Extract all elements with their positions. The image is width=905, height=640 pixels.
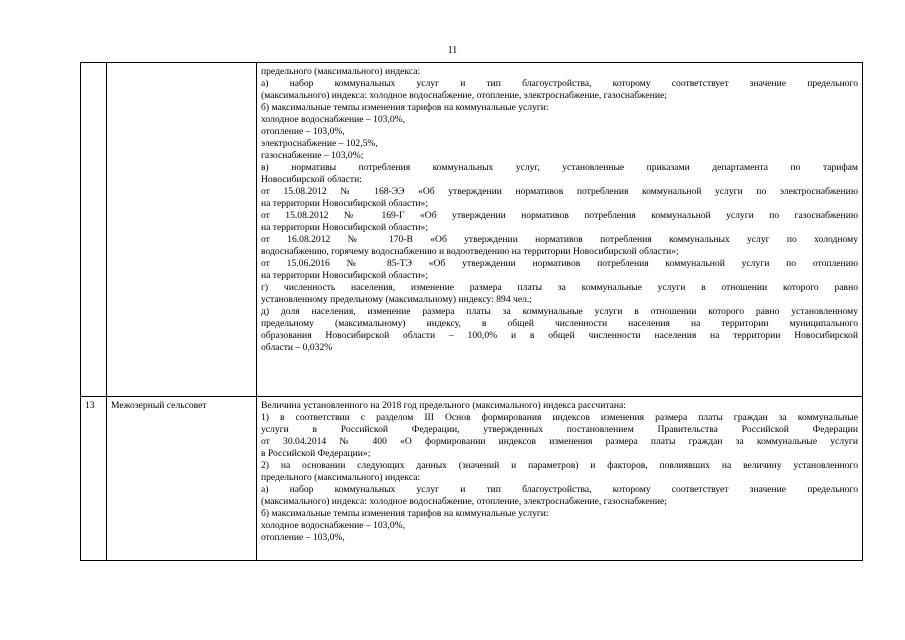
description-cell — [257, 397, 863, 561]
text-line: от 30.04.2014 № 400 «О формировании индексов изменения размера платы граждан за коммунальные услуги — [261, 436, 858, 447]
description-cell — [257, 63, 863, 397]
text-line: б) максимальные темпы изменения тарифов на коммунальные услуги: — [261, 508, 549, 519]
text-line: б) максимальные темпы изменения тарифов на коммунальные услуги: — [261, 102, 549, 113]
text-line: г) численность населения, изменение размера платы за коммунальные услуги в отношении которого равно — [261, 282, 858, 293]
text-line: от 15.06.2016 № 85-ТЭ «Об утверждении нормативов потребления коммунальной услуги по отоплению — [261, 258, 858, 269]
text-line: на территории Новосибирской области»; — [261, 198, 429, 209]
row-number-cell: 13 — [81, 397, 107, 561]
municipality-name-cell — [107, 63, 257, 397]
text-line: а) набор коммунальных услуг и тип благоустройства, которому соответствует значение предельного — [261, 484, 858, 495]
text-line: (максимального) индекса: холодное водоснабжение, отопление, электроснабжение, газоснабжение; — [261, 496, 667, 507]
text-line: на территории Новосибирской области»; — [261, 270, 429, 281]
table-row — [81, 63, 863, 397]
table-row — [81, 397, 863, 561]
text-line: услуги в Российской Федерации, утвержденных постановлением Правительства Российской Федерации — [261, 424, 858, 435]
text-line: Новосибирской области: — [261, 174, 362, 185]
text-line: предельному (максимальному) индексу, в общей численности населения на территории муниципального — [261, 318, 858, 329]
text-line: водоснабжению, горячему водоснабжению и водоотведению на территории Новосибирской области»; — [261, 246, 679, 257]
text-line: образования Новосибирской области – 100,0% и в общей численности населения на территории Новосибирской — [261, 330, 858, 341]
text-line: 2) на основании следующих данных (значений и параметров) и факторов, повлиявших на величину установленного — [261, 460, 858, 471]
text-line: предельного (максимального) индекса: — [261, 472, 421, 483]
text-line: в Российской Федерации»; — [261, 448, 371, 459]
text-line: области – 0,032% — [261, 342, 333, 353]
text-line: холодное водоснабжение – 103,0%, — [261, 114, 406, 125]
text-line: отопление – 103,0%, — [261, 126, 345, 137]
text-line: в) нормативы потребления коммунальных услуг, установленные приказами департамента по тарифам — [261, 162, 858, 173]
text-line: (максимального) индекса: холодное водоснабжение, отопление, электроснабжение, газоснабжение; — [261, 90, 667, 101]
text-line: от 15.08.2012 № 168-ЭЭ «Об утверждении нормативов потребления коммунальной услуги по электроснабжению — [261, 186, 858, 197]
text-line: на территории Новосибирской области»; — [261, 222, 429, 233]
text-line: холодное водоснабжение – 103,0%, — [261, 520, 406, 531]
text-line: отопление – 103,0%, — [261, 532, 345, 543]
text-line: а) набор коммунальных услуг и тип благоустройства, которому соответствует значение предельного — [261, 78, 858, 89]
municipality-name-cell: Межозерный сельсовет — [107, 397, 257, 561]
text-line: установленному предельному (максимальному) индексу: 894 чел.; — [261, 294, 532, 305]
text-line: Величина установленного на 2018 год предельного (максимального) индекса рассчитана: — [261, 400, 626, 411]
text-line: от 16.08.2012 № 170-В «Об утверждении нормативов потребления коммунальных услуг по холодному — [261, 234, 858, 245]
text-line: от 15.08.2012 № 169-Г «Об утверждении нормативов потребления коммунальной услуги по газоснабжению — [261, 210, 858, 221]
text-line: д) доля населения, изменение размера платы за коммунальные услуги в отношении которого равно установленному — [261, 306, 858, 317]
text-line: 1) в соответствии с разделом III Основ формирования индексов изменения размера платы граждан за коммунальные — [261, 412, 858, 423]
text-line: газоснабжение – 103,0%; — [261, 150, 364, 161]
text-line: предельного (максимального) индекса: — [261, 66, 421, 77]
text-line: электроснабжение – 102,5%, — [261, 138, 378, 149]
page-number: 11 — [447, 45, 458, 56]
tariff-table — [80, 62, 863, 561]
row-number-cell — [81, 63, 107, 397]
